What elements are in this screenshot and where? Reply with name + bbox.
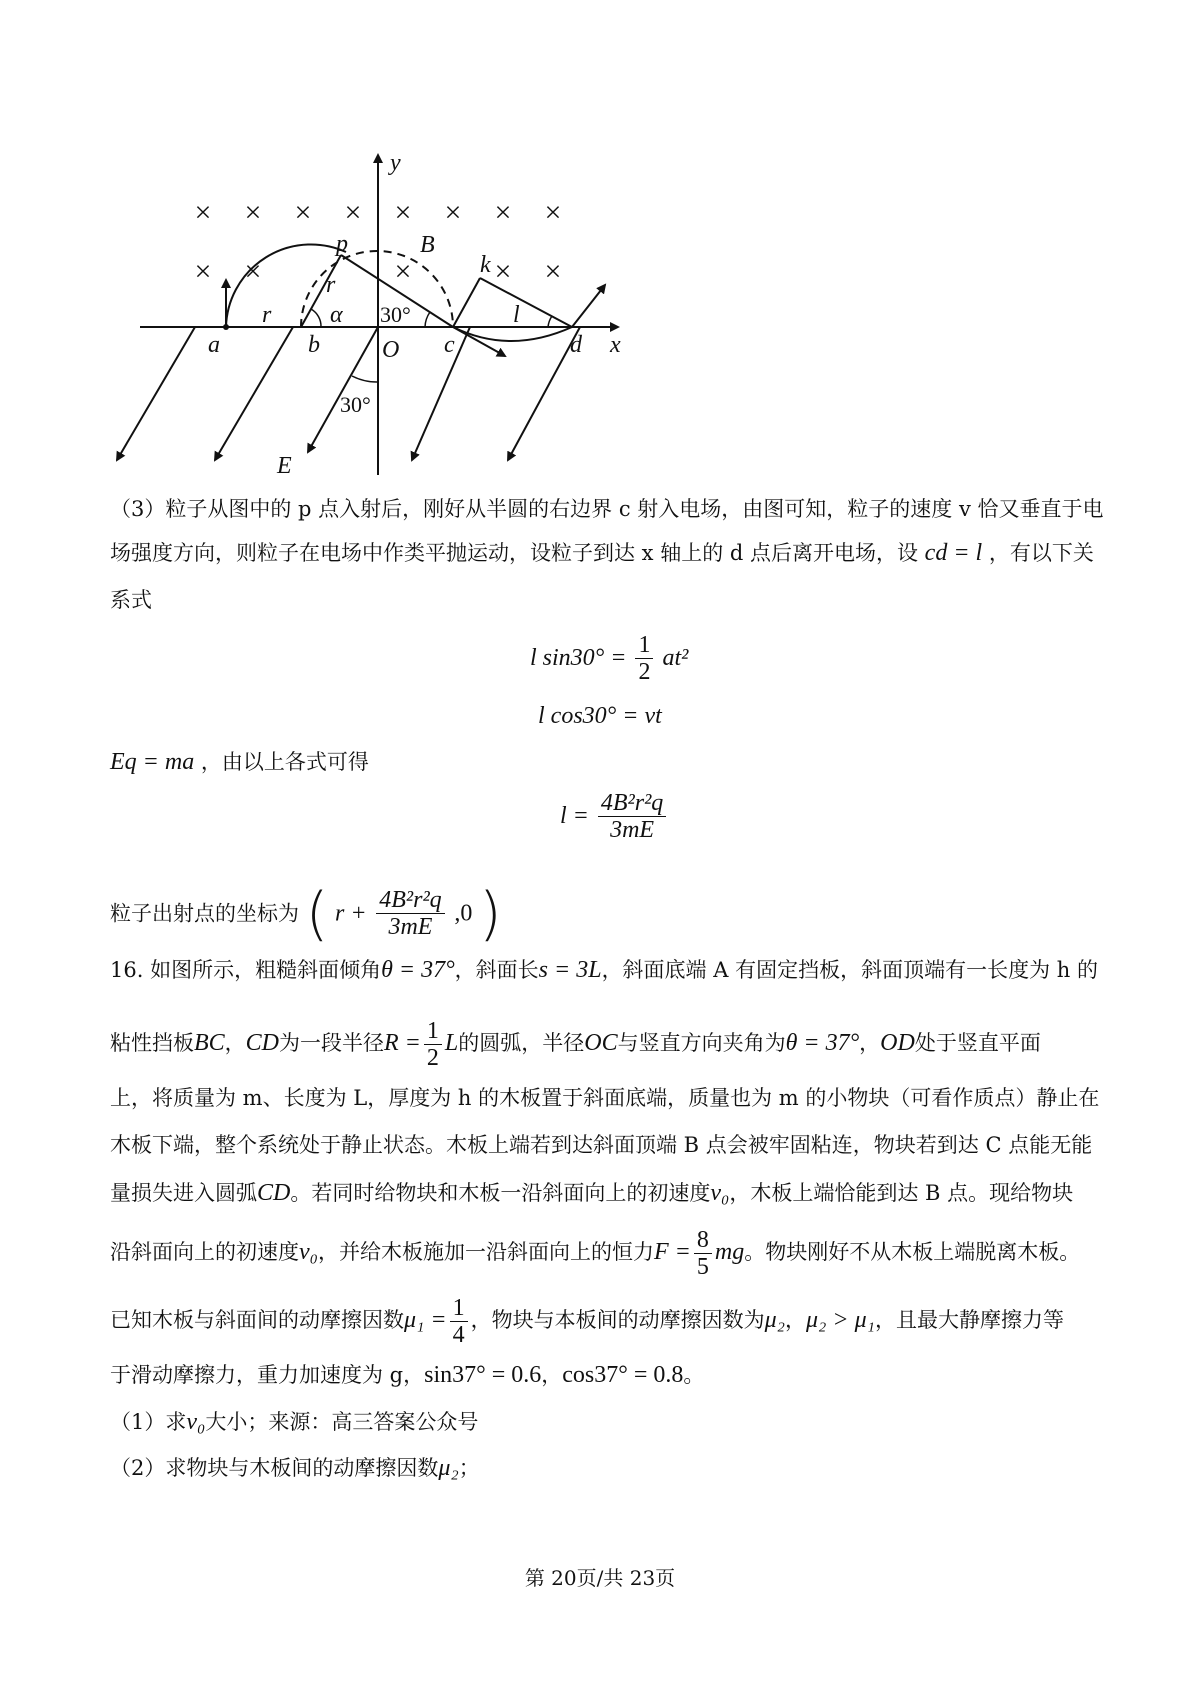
math-mu2: μ₂ <box>438 1455 459 1481</box>
label-d: d <box>570 332 582 358</box>
left-paren-icon: ( <box>305 879 329 948</box>
q16-text: ，物块与本板间的动摩擦因数为 <box>470 1308 765 1332</box>
eq1-rhs: at² <box>662 645 689 671</box>
q16-line7 <box>110 1290 1064 1350</box>
velocity-arrow-d <box>572 285 605 327</box>
q16-sub2 <box>110 1453 480 1483</box>
q16-text: ，木板上端恰能到达 B 点。现给物块 <box>729 1181 1074 1205</box>
math-mu2: μ₂ <box>764 1307 785 1333</box>
fraction-1-4 <box>450 1295 468 1348</box>
right-paren-icon: ) <box>479 879 502 948</box>
frac-num: 4B²r²q <box>376 887 444 914</box>
eq4-lhs: l = <box>560 803 589 829</box>
q16-text: ，斜面底端 A 有固定挡板，斜面顶端有一长度为 h 的 <box>601 958 1098 982</box>
label-r-horizontal: r <box>262 302 272 328</box>
frac-num: 1 <box>635 632 653 659</box>
q16-line5 <box>110 1178 1073 1208</box>
q16-text: ， <box>224 1031 246 1055</box>
q16-text: 粘性挡板 <box>110 1031 194 1055</box>
field-arrow <box>412 327 470 460</box>
q16-text: 。物块刚好不从木板上端脱离木板。 <box>744 1240 1081 1264</box>
q16-text: 的圆弧，半径 <box>458 1031 585 1055</box>
point-a <box>223 324 229 330</box>
q16-text: 16. 如图所示，粗糙斜面倾角 <box>110 958 382 982</box>
q16-text: 处于竖直平面 <box>914 1031 1041 1055</box>
q16-text: ； <box>458 1456 480 1480</box>
eq1-lhs: l sin30° = <box>530 645 627 671</box>
q16-text: 量损失进入圆弧 <box>110 1181 257 1205</box>
q16-text: ， <box>859 1031 881 1055</box>
math-cd-equals-l: cd = l <box>924 540 983 566</box>
trajectory-parabola <box>453 327 572 341</box>
label-r-radius: r <box>326 272 336 298</box>
part3-line2 <box>110 538 1094 568</box>
label-E: E <box>277 453 292 479</box>
q16-text: （1）求 <box>110 1410 187 1434</box>
label-b: b <box>308 332 320 358</box>
label-B: B <box>420 232 435 258</box>
field-cross: × <box>494 255 512 288</box>
field-cross: × <box>494 196 512 229</box>
math-R: R = <box>384 1030 421 1056</box>
angle-30-arc-d <box>548 316 552 327</box>
field-cross: × <box>544 255 562 288</box>
field-cross: × <box>444 196 462 229</box>
page-number: 第 20页/共 23页 <box>524 1566 676 1590</box>
page-footer <box>0 1563 1200 1593</box>
angle-30-arc-c <box>425 312 430 327</box>
part3-text: ，有以下关 <box>988 541 1094 565</box>
fraction-half <box>635 632 653 685</box>
field-cross: × <box>394 196 412 229</box>
field-cross: × <box>544 196 562 229</box>
q16-text: （2）求物块与木板间的动摩擦因数 <box>110 1456 439 1480</box>
equation-4 <box>560 790 669 843</box>
fraction-8-5 <box>694 1227 712 1280</box>
q16-text: ， <box>784 1308 806 1332</box>
field-cross: × <box>394 255 412 288</box>
eq3-math: Eq = ma <box>110 749 195 775</box>
equation-3-line <box>110 747 369 777</box>
math-mu1: μ₁ = <box>404 1307 447 1333</box>
q16-text: 为一段半径 <box>279 1031 385 1055</box>
part3-line3 <box>110 585 152 615</box>
fraction-coord <box>376 887 444 940</box>
q16-text: 。若同时给物块和木板一沿斜面向上的初速度 <box>290 1181 711 1205</box>
equation-1 <box>530 632 688 685</box>
frac-num: 8 <box>694 1227 712 1254</box>
label-angle-30-c: 30° <box>380 302 411 327</box>
q16-line8 <box>110 1360 704 1390</box>
math-BC: BC <box>194 1030 225 1056</box>
part3-text: 系式 <box>110 588 152 612</box>
eq3-text: ，由以上各式可得 <box>200 750 369 774</box>
frac-num: 1 <box>450 1295 468 1322</box>
q16-line3 <box>110 1083 1099 1113</box>
q16-line6 <box>110 1222 1080 1282</box>
label-x: x <box>610 332 621 358</box>
exit-point-coordinate <box>110 876 502 948</box>
field-cross: × <box>194 255 212 288</box>
physics-diagram <box>0 0 700 490</box>
q16-text: 于滑动摩擦力，重力加速度为 g， <box>110 1363 425 1387</box>
fraction-l-result <box>598 790 666 843</box>
frac-den: 4 <box>452 1322 465 1348</box>
equation-2 <box>538 703 662 730</box>
math-s: s = 3L <box>538 957 602 983</box>
math-theta: θ = 37° <box>381 957 455 983</box>
q16-text: ，且最大静摩擦力等 <box>874 1308 1064 1332</box>
q16-text: 与竖直方向夹角为 <box>617 1031 786 1055</box>
math-mg: mg <box>714 1239 745 1265</box>
math-L: L <box>444 1030 459 1056</box>
angle-30-arc-e <box>352 376 378 382</box>
math-sin37: sin37° = 0.6 <box>424 1362 542 1388</box>
math-CD: CD <box>245 1030 280 1056</box>
math-mu-compare: μ₂ > μ₁ <box>805 1307 875 1333</box>
label-p: p <box>336 231 348 257</box>
q16-line4 <box>110 1130 1092 1160</box>
field-cross: × <box>244 196 262 229</box>
math-OD: OD <box>880 1030 915 1056</box>
field-cross: × <box>194 196 212 229</box>
math-theta2: θ = 37° <box>785 1030 860 1056</box>
q16-text: 已知木板与斜面间的动摩擦因数 <box>110 1308 404 1332</box>
label-O: O <box>382 337 400 363</box>
field-cross: × <box>244 255 262 288</box>
frac-den: 5 <box>696 1254 709 1280</box>
label-y: y <box>390 150 401 176</box>
coord-r: r + <box>335 900 367 927</box>
q16-text: 大小；来源：高三答案公众号 <box>205 1410 479 1434</box>
math-v0: v₀ <box>186 1409 206 1435</box>
field-arrow <box>117 327 195 460</box>
label-k: k <box>480 252 491 278</box>
frac-den: 3mE <box>388 914 433 940</box>
part3-text: （3）粒子从图中的 p 点入射后，刚好从半圆的右边界 c 射入电场，由图可知，粒子的速度 v 恰又垂直于电 <box>110 497 1104 521</box>
q16-text: 上，将质量为 m、长度为 L，厚度为 h 的木板置于斜面底端，质量也为 m 的小物块（可看作质点）静止在 <box>110 1086 1100 1110</box>
q16-text: 沿斜面向上的初速度 <box>110 1240 299 1264</box>
q16-text: 木板下端，整个系统处于静止状态。木板上端若到达斜面顶端 B 点会被牢固粘连，物块若到达 C 点能无能 <box>110 1133 1093 1157</box>
math-CD: CD <box>257 1180 291 1206</box>
line-ck <box>453 278 480 327</box>
q16-line1 <box>110 955 1098 985</box>
label-c: c <box>444 332 455 358</box>
math-F: F = <box>654 1239 691 1265</box>
field-arrow <box>215 327 293 460</box>
math-OC: OC <box>584 1030 618 1056</box>
q16-text: ，斜面长 <box>454 958 539 982</box>
q16-text: 。 <box>683 1363 705 1387</box>
q16-text: ，并给木板施加一沿斜面向上的恒力 <box>318 1240 654 1264</box>
label-l: l <box>513 302 520 328</box>
field-cross: × <box>344 196 362 229</box>
q16-text: ， <box>541 1363 563 1387</box>
frac-num: 4B²r²q <box>598 790 666 817</box>
math-cos37: cos37° = 0.8 <box>562 1362 684 1388</box>
q16-sub1 <box>110 1407 478 1437</box>
coord-tail: ,0 <box>454 900 473 927</box>
label-a: a <box>208 332 220 358</box>
field-cross: × <box>294 196 312 229</box>
label-angle-30-e: 30° <box>340 392 371 417</box>
coord-label: 粒子出射点的坐标为 <box>110 901 299 926</box>
frac-den: 2 <box>638 659 651 685</box>
part3-text: 场强度方向，则粒子在电场中作类平抛运动，设粒子到达 x 轴上的 d 点后离开电场，设 <box>110 541 918 565</box>
velocity-arrow-c <box>453 327 505 356</box>
part3-line1 <box>110 494 1103 524</box>
math-v0: v₀ <box>299 1239 318 1265</box>
fraction-half-R <box>424 1018 442 1071</box>
label-alpha: α <box>330 302 343 328</box>
q16-line2 <box>110 1013 1041 1073</box>
math-v0: v₀ <box>710 1180 730 1206</box>
frac-den: 2 <box>426 1045 439 1071</box>
eq2-text: l cos30° = vt <box>538 703 662 729</box>
frac-num: 1 <box>424 1018 442 1045</box>
frac-den: 3mE <box>610 817 655 843</box>
angle-alpha-arc <box>311 309 321 327</box>
